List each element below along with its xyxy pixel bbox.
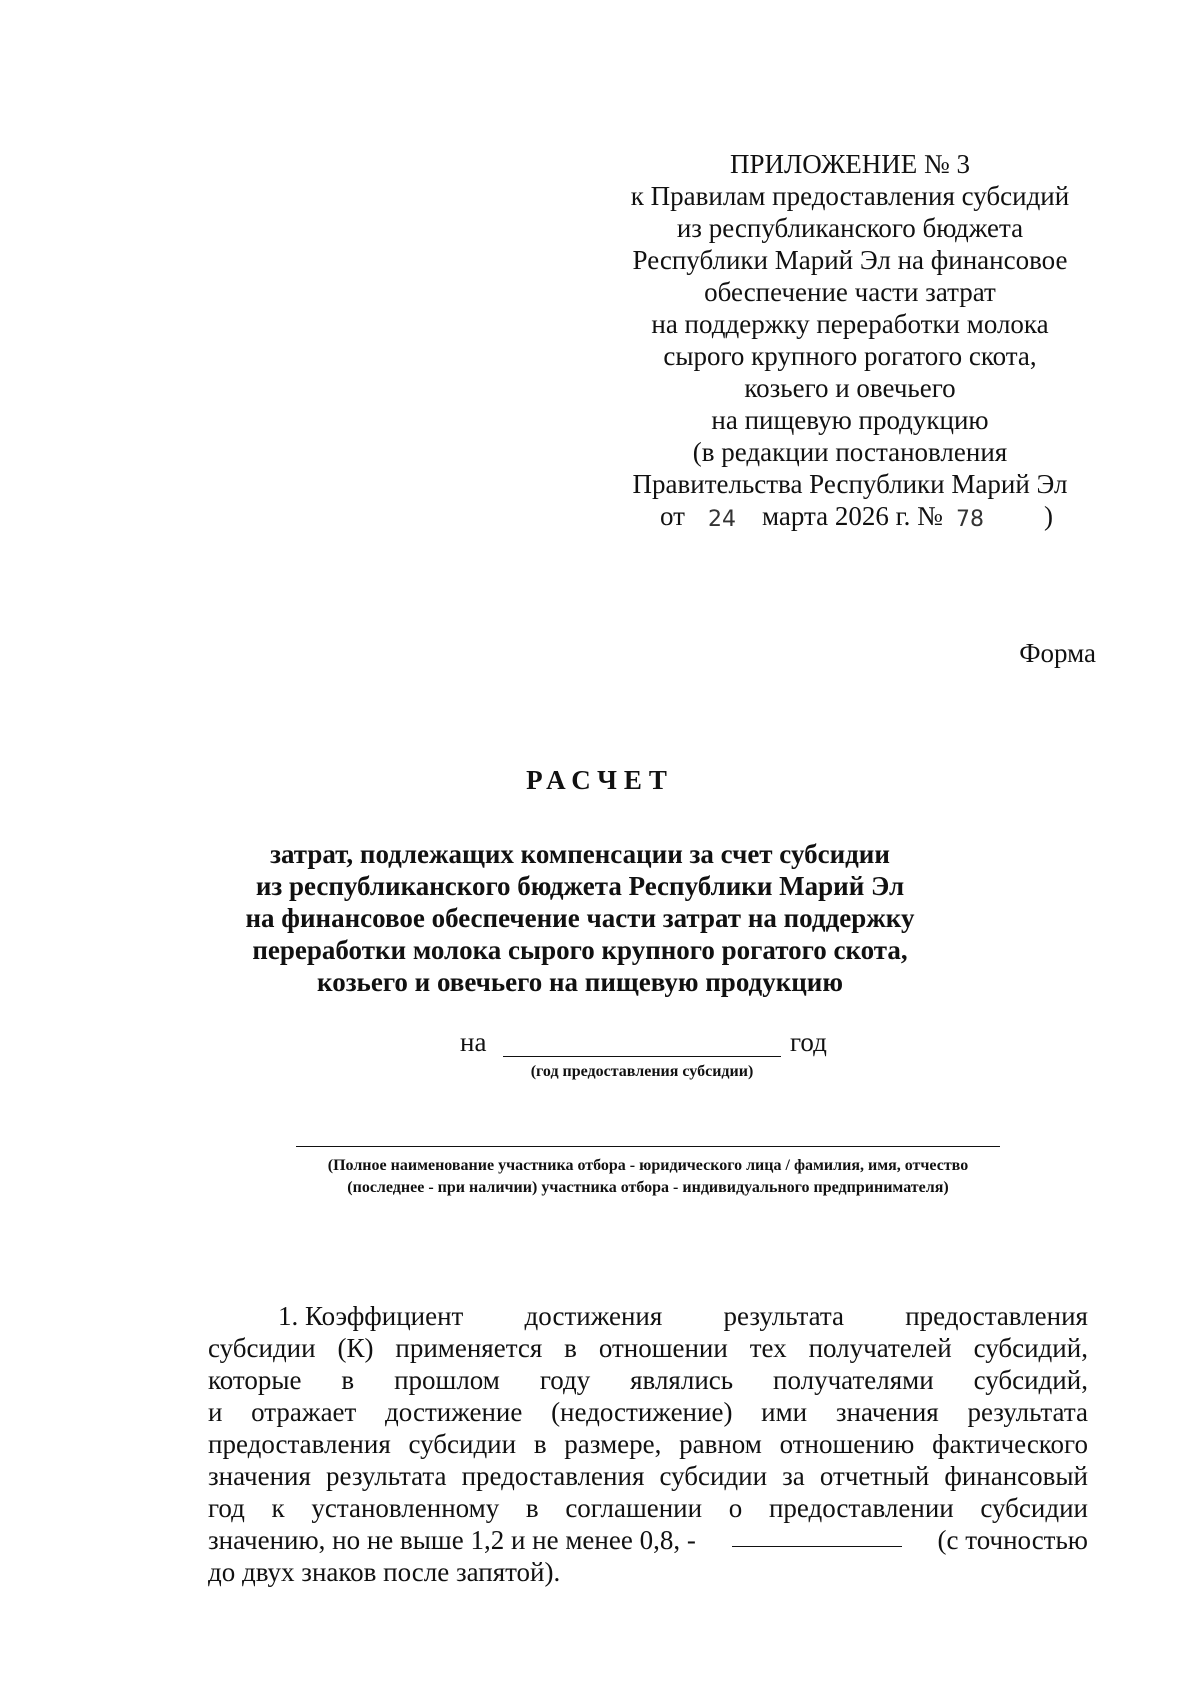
paragraph-text: (с точностью bbox=[937, 1525, 1088, 1555]
subsidy-year-field[interactable] bbox=[503, 1056, 781, 1057]
appendix-header bbox=[600, 148, 1100, 532]
appendix-line: Республики Марий Эл на финансовое bbox=[632, 245, 1068, 275]
paragraph-word: являлись bbox=[630, 1365, 734, 1395]
appendix-line: сырого крупного рогатого скота, bbox=[663, 341, 1037, 371]
paragraph-word: субсидии bbox=[659, 1461, 768, 1491]
subtitle-line: переработки молока сырого крупного рогатого скота, bbox=[252, 935, 908, 965]
participant-name-field[interactable] bbox=[296, 1146, 1000, 1147]
paragraph-word: отражает bbox=[251, 1397, 357, 1427]
subtitle-line: на финансовое обеспечение части затрат на поддержку bbox=[245, 903, 915, 933]
appendix-line: на пищевую продукцию bbox=[711, 405, 989, 435]
paragraph-word: субсидий, bbox=[973, 1365, 1088, 1395]
paragraph-word: о bbox=[728, 1493, 743, 1523]
paragraph-word: в bbox=[533, 1429, 547, 1459]
date-day: 24 bbox=[708, 507, 736, 532]
resolution-number: 78 bbox=[956, 507, 984, 532]
paragraph-word: финансовый bbox=[944, 1461, 1088, 1491]
paragraph-word: субсидий, bbox=[973, 1333, 1088, 1363]
paragraph-word: субсидии bbox=[208, 1333, 316, 1363]
paragraph-word: равном bbox=[679, 1429, 762, 1459]
document-title: РАСЧЕТ bbox=[526, 765, 674, 795]
coefficient-paragraph bbox=[208, 1300, 1088, 1588]
paragraph-word: в bbox=[341, 1365, 355, 1395]
paragraph-word: тех bbox=[749, 1333, 787, 1363]
paragraph-word: отношению bbox=[779, 1429, 915, 1459]
subsidy-year-caption: (год предоставления субсидии) bbox=[530, 1063, 754, 1080]
paragraph-word: которые bbox=[208, 1365, 302, 1395]
paragraph-word: предоставления bbox=[905, 1301, 1088, 1331]
paragraph-line bbox=[208, 1524, 1088, 1556]
paragraph-line bbox=[208, 1396, 1088, 1428]
paragraph-word: предоставлении bbox=[768, 1493, 954, 1523]
caption-line: (Полное наименование участника отбора - юридического лица / фамилия, имя, отчество bbox=[327, 1157, 969, 1174]
paragraph-line bbox=[208, 1556, 1088, 1588]
paragraph-word: получателей bbox=[808, 1333, 952, 1363]
paragraph-word: к bbox=[271, 1493, 285, 1523]
paragraph-word: прошлом bbox=[394, 1365, 500, 1395]
paragraph-line bbox=[208, 1428, 1088, 1460]
form-label: Форма bbox=[1019, 638, 1096, 668]
paragraph-word: результата bbox=[723, 1301, 845, 1331]
paragraph-word: результата bbox=[967, 1397, 1088, 1427]
appendix-line: обеспечение части затрат bbox=[704, 277, 996, 307]
resolution-date-line bbox=[600, 500, 1100, 532]
date-close-paren: ) bbox=[1044, 501, 1053, 531]
caption-line: (последнее - при наличии) участника отбора - индивидуального предпринимателя) bbox=[347, 1179, 949, 1196]
paragraph-word: ими bbox=[761, 1397, 808, 1427]
paragraph-text: значению, но не выше 1,2 и не менее 0,8, - bbox=[208, 1525, 696, 1555]
paragraph-word: субсидии bbox=[980, 1493, 1088, 1523]
appendix-line: козьего и овечьего bbox=[744, 373, 956, 403]
paragraph-word: в bbox=[564, 1333, 577, 1363]
paragraph-word: фактического bbox=[932, 1429, 1088, 1459]
subsidy-year-row bbox=[0, 1027, 1200, 1067]
appendix-line: на поддержку переработки молока bbox=[651, 309, 1049, 339]
paragraph-line bbox=[208, 1460, 1088, 1492]
paragraph-word: субсидии bbox=[408, 1429, 517, 1459]
appendix-line: к Правилам предоставления субсидий bbox=[630, 181, 1070, 211]
paragraph-word: в bbox=[525, 1493, 539, 1523]
paragraph-word: за bbox=[782, 1461, 805, 1491]
appendix-line: Правительства Республики Марий Эл bbox=[632, 469, 1068, 499]
subtitle-line: козьего и овечьего на пищевую продукцию bbox=[317, 967, 843, 997]
paragraph-word: соглашении bbox=[565, 1493, 703, 1523]
paragraph-word: получателями bbox=[773, 1365, 934, 1395]
paragraph-word: (недостижение) bbox=[551, 1397, 733, 1427]
paragraph-line bbox=[208, 1332, 1088, 1364]
year-suffix: год bbox=[790, 1027, 827, 1057]
paragraph-text: до двух знаков после запятой). bbox=[208, 1557, 561, 1587]
paragraph-word: значения bbox=[835, 1397, 939, 1427]
paragraph-word: предоставления bbox=[461, 1461, 645, 1491]
paragraph-word: отчетный bbox=[819, 1461, 930, 1491]
paragraph-word: достижение bbox=[385, 1397, 523, 1427]
subtitle-line: затрат, подлежащих компенсации за счет субсидии bbox=[270, 839, 890, 869]
appendix-line: (в редакции постановления bbox=[692, 437, 1008, 467]
appendix-line: ПРИЛОЖЕНИЕ № 3 bbox=[729, 149, 971, 179]
paragraph-word: отношении bbox=[598, 1333, 728, 1363]
paragraph-word: размере, bbox=[564, 1429, 662, 1459]
appendix-line: из республиканского бюджета bbox=[676, 213, 1024, 243]
paragraph-line bbox=[208, 1300, 1088, 1332]
paragraph-word: и bbox=[208, 1397, 223, 1427]
paragraph-word: году bbox=[539, 1365, 591, 1395]
subtitle-line: из республиканского бюджета Республики Марий Эл bbox=[255, 871, 905, 901]
document-subtitle bbox=[160, 838, 1000, 998]
year-prefix: на bbox=[460, 1027, 487, 1057]
paragraph-word: год bbox=[208, 1493, 245, 1523]
participant-name-caption bbox=[270, 1155, 1026, 1199]
date-prefix: от bbox=[660, 501, 685, 531]
coefficient-value-field[interactable] bbox=[732, 1524, 902, 1547]
paragraph-line bbox=[208, 1492, 1088, 1524]
paragraph-word: 1. Коэффициент bbox=[278, 1301, 464, 1331]
date-month-year: марта 2026 г. № bbox=[762, 501, 943, 531]
paragraph-word: применяется bbox=[395, 1333, 543, 1363]
paragraph-word: результата bbox=[326, 1461, 447, 1491]
paragraph-word: достижения bbox=[524, 1301, 663, 1331]
paragraph-line bbox=[208, 1364, 1088, 1396]
paragraph-word: установленному bbox=[311, 1493, 500, 1523]
paragraph-word: (К) bbox=[337, 1333, 374, 1363]
paragraph-word: значения bbox=[208, 1461, 311, 1491]
paragraph-word: предоставления bbox=[208, 1429, 391, 1459]
